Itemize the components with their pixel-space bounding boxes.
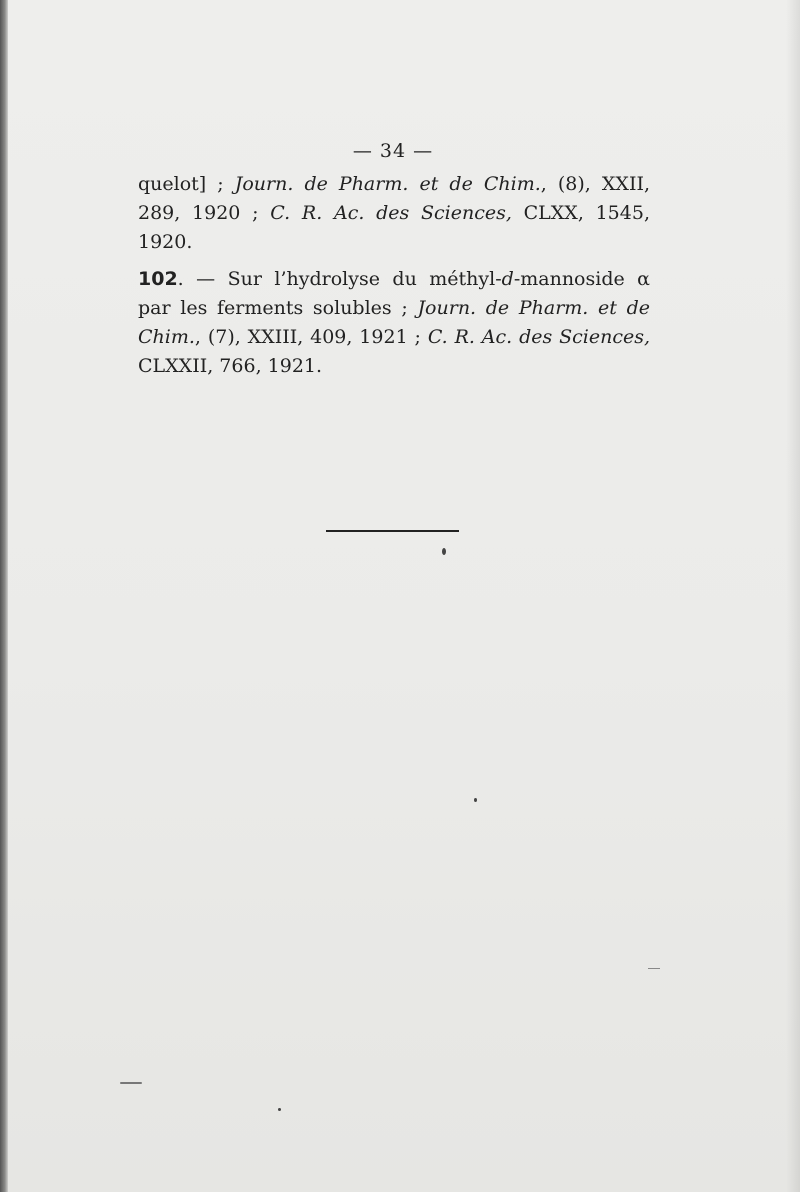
journal-title: Journ. de Pharm. et de Chim. [234,173,541,195]
text-run: CLXX, 1545, 1920. [138,202,650,253]
scan-binding-edge [0,0,8,1192]
page-number: — 34 — [352,140,434,162]
text-run: , (7), XXIII, 409, 1921 ; [194,326,428,348]
journal-title: C. R. Ac. des Sciences, [427,326,650,348]
scan-speck [648,968,660,969]
text-run: , (8), XXII, 289, 1920 ; [138,173,650,224]
text-run: quelot] ; [138,173,235,195]
scan-speck [120,1082,142,1084]
section-divider-rule [326,530,459,532]
text-run: . — Sur l’hydrolyse du méthyl- [177,268,502,290]
scan-speck [442,548,446,555]
bibliography-text [138,170,650,381]
page-shadow [786,0,800,1192]
entry-number: 102 [138,268,178,290]
document-page [8,0,800,1192]
scan-speck [278,1108,281,1111]
journal-title: C. R. Ac. des Sciences, [270,202,512,224]
text-run: CLXXII, 766, 1921. [138,355,323,377]
paragraph-continuation [138,170,650,257]
text-run: -mannoside α par les ferments solubles ; [138,268,651,319]
scan-speck [474,798,477,802]
journal-title: Journ. de Pharm. et de Chim. [138,297,650,348]
bibliography-entry [138,265,650,381]
italic-letter: d [501,268,514,290]
